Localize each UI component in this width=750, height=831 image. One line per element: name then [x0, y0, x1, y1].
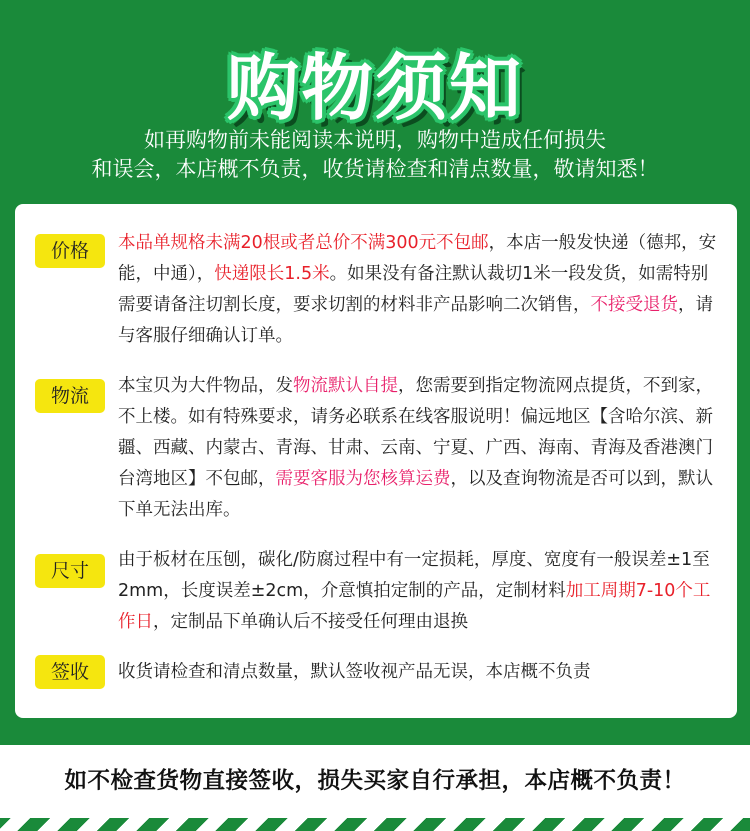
price-tag: 价格	[35, 234, 105, 268]
notice-card	[15, 204, 737, 718]
logistics-text-1: 本宝贝为大件物品，发	[118, 376, 293, 396]
page-title: 购物须知	[226, 46, 523, 130]
price-text	[118, 228, 718, 352]
size-tag: 尺寸	[35, 554, 105, 588]
footer-banner	[0, 745, 750, 831]
hazard-stripes	[0, 818, 750, 831]
size-text-1: 由于板材在压刨，碳化/防腐过程中有一定损耗，厚度、宽度有一般误差±1至2mm，长度误差±2cm，介意慎拍定制的产品，定制材料	[118, 550, 710, 601]
price-text-red-1: 本品单规格未满20根或者总价不满300元不包邮	[118, 233, 489, 253]
size-text	[118, 545, 718, 638]
intro-notice	[0, 126, 750, 184]
logistics-text-3: ，您需要到指定物流网点提货，不到家，不上楼。如有特殊要求，请务必联系在线客服说明！偏远地区【含哈尔滨、新疆、西藏、内蒙古、青海、甘肃、云南、宁夏、广西、海南、青海及香港澳门台湾地区】不包邮，	[118, 376, 713, 489]
size-text-red-2: 加工周期7-10个工作日	[118, 581, 711, 632]
price-text-red-3: 快递限长1.5米	[214, 264, 330, 284]
logistics-text-5: ，以及查询物流是否可以到，默认下单无法出库。	[118, 469, 713, 520]
size-text-3: ，定制品下单确认后不接受任何理由退换	[153, 612, 468, 632]
price-text-2: ，本店一般发快递（德邦，安能，中通），	[118, 233, 717, 284]
receipt-text-1: 收货请检查和清点数量，默认签收视产品无误，本店概不负责	[118, 662, 591, 682]
logistics-text-pink-4: 需要客服为您核算运费	[275, 469, 451, 489]
footer-warning: 如不检查货物直接签收，损失买家自行承担，本店概不负责！	[64, 768, 686, 794]
logistics-text-pink-2: 物流默认自提	[293, 376, 398, 396]
price-text-pink-5: 不接受退货	[590, 295, 678, 315]
receipt-tag: 签收	[35, 655, 105, 689]
price-text-6: ，请与客服仔细确认订单。	[118, 295, 713, 346]
logistics-tag: 物流	[35, 379, 105, 413]
receipt-text	[118, 657, 718, 688]
intro-line-1: 如再购物前未能阅读本说明，购物中造成任何损失	[144, 128, 606, 152]
logistics-text	[118, 371, 718, 526]
intro-line-2: 和误会，本店概不负责，收货请检查和清点数量，敬请知悉！	[91, 157, 659, 181]
price-text-4: 。如果没有备注默认裁切1米一段发货，如需特别需要请备注切割长度，要求切割的材料非产品影响二次销售，	[118, 264, 709, 315]
